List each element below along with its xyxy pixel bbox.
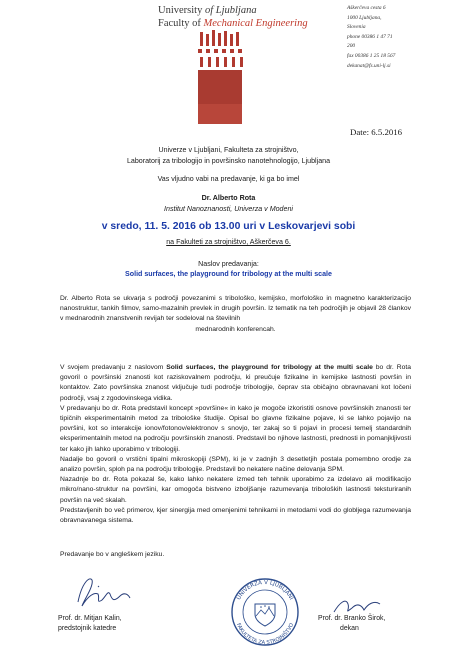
letter-date: Date: 6.5.2016 xyxy=(350,127,403,137)
bio-text: Dr. Alberto Rota se ukvarja s področji povezanimi s tribološko, kemijsko, morfološko in magnetno karakterizacijo nanostruktur, tankih filmov, samo-mazalnih prevlek in drugih površin. Iz tematik na teh področjih je objavil 28 člankov v mednarodnih znanstvenih revijah ter sodeloval na številnih xyxy=(60,295,411,323)
address-line: phone 00386 1 47 71 xyxy=(347,33,393,40)
university-prefix: University xyxy=(158,5,205,16)
abstract-paragraph: Nadalje bo govoril o vrstični tipalni mikroskopiji (SPM), ki je v zadnjih 3 desetletjih postala pomembno orodje za analizo površin, sploh pa na področju tribologije. Predstavil bo nekatere načine delovanja SPM. xyxy=(60,455,411,474)
abstract-intro-rest: bo dr. Rota govoril o površinski znanosti kot raziskovalnem področju, ki preučuje fizikalne in kemijske lastnosti površin in kontaktov. Zato površinska znanost vključuje tudi področje tribologije, čeprav sta običajno obravnavani kot ločeni področji, vsaj z zgodovinskega vidika. xyxy=(60,364,411,402)
bio-text-last: mednarodnih konferencah. xyxy=(195,325,276,333)
svg-text:UNIVERZA V LJUBLJANI xyxy=(236,580,294,601)
faculty-address xyxy=(347,4,451,71)
bio-paragraph xyxy=(60,294,411,335)
faculty-dept: Mechanical Engineering xyxy=(203,18,308,29)
abstract-paragraph: Nazadnje bo dr. Rota pokazal še, kako lahko nekatere izmed teh tehnik uporabimo za izdelavo ali modifikacijo mikro/nano-struktur na površini, kar omogoča bistveno izboljšanje razumevanja triboloških lastnosti teksturiranih površin na več skalah. xyxy=(60,476,411,504)
faculty-prefix: Faculty of xyxy=(158,18,204,29)
stamp-bottom-text: FAKULTETA ZA STROJNIŠTVO xyxy=(234,622,296,646)
signatory-right-name: Prof. dr. Branko Širok, xyxy=(318,615,386,622)
organizer-line: Univerze v Ljubljani, Fakulteta za strojništvo, xyxy=(158,146,299,154)
abstract-body xyxy=(60,363,411,526)
abstract-intro xyxy=(60,363,411,404)
lecture-title: Solid surfaces, the playground for tribology at the multi scale xyxy=(125,270,332,278)
organizer-line: Laboratorij za tribologijo in površinsko nanotehnologijo, Ljubljana xyxy=(126,156,331,165)
event-datetime: v sredo, 11. 5. 2016 ob 13.00 uri v Leskovarjevi sobi xyxy=(101,221,356,232)
stamp-top-text: UNIVERZA V LJUBLJANI xyxy=(236,579,294,602)
speaker-institution: Institut Nanoznanosti, Univerza v Modeni xyxy=(164,205,293,213)
signature-left xyxy=(68,572,138,612)
address-line: fax 00386 1 25 18 567 xyxy=(347,52,396,59)
address-line: 200 xyxy=(347,43,356,50)
address-line: dekanat@fs.uni-lj.si xyxy=(347,62,391,69)
abstract-paragraph: V predavanju bo dr. Rota predstavil koncept »površine« in kako je mogoče izkoristiti osnove površinskih znanosti ter tipičnih eksperimentalnih metod za tribološke študije. Opisal bo glavne fizikalne pojave, ki se lahko pojavijo na površini, kot so interakcije ionov/fotonov/elektronov s snovjo, ter zakaj so ti pojavi in procesi temelj standardnih eksperimentalnih metod na področju površinskih znanosti. Predstavil bo njihove lastnosti, prednosti in pomanjkljivosti ter kako jih lahko uporabimo v tribologiji. xyxy=(60,404,411,453)
faculty-name xyxy=(158,17,308,30)
abstract-intro-pre: V svojem predavanju z naslovom xyxy=(60,364,167,371)
address-line: Aškerčeva cesta 6 xyxy=(347,5,386,11)
signatory-left-name: Prof. dr. Mitjan Kalin, xyxy=(58,615,122,622)
invitation-text: Vas vljudno vabi na predavanje, ki ga bo imel xyxy=(157,175,300,183)
address-line: Slovenia xyxy=(347,24,366,31)
title-label: Naslov predavanja: xyxy=(198,260,259,268)
address-line: 1000 Ljubljana, xyxy=(347,14,382,21)
official-stamp xyxy=(225,574,305,646)
abstract-paragraph: Predstavljenih bo več primerov, kjer sinergija med omenjenimi tehnikami in metodami vodi do globljega razumevanja obravnavanega sistema. xyxy=(60,506,411,525)
signatory-left-role: predstojnik katedre xyxy=(58,625,117,632)
faculty-logo xyxy=(180,30,258,126)
abstract-intro-title: Solid surfaces, the playground for tribology at the multi scale xyxy=(166,364,373,371)
organizer-block xyxy=(0,145,457,166)
event-location: na Fakulteti za strojništvo, Aškerčeva 6. xyxy=(166,238,291,246)
signatory-left xyxy=(58,614,122,634)
signatory-right-role: dekan xyxy=(340,625,359,632)
language-note: Predavanje bo v angleškem jeziku. xyxy=(60,551,165,558)
signatory-right xyxy=(318,614,385,634)
university-name xyxy=(158,4,257,17)
university-of: of Ljubljana xyxy=(204,5,257,16)
speaker-name: Dr. Alberto Rota xyxy=(201,194,256,202)
